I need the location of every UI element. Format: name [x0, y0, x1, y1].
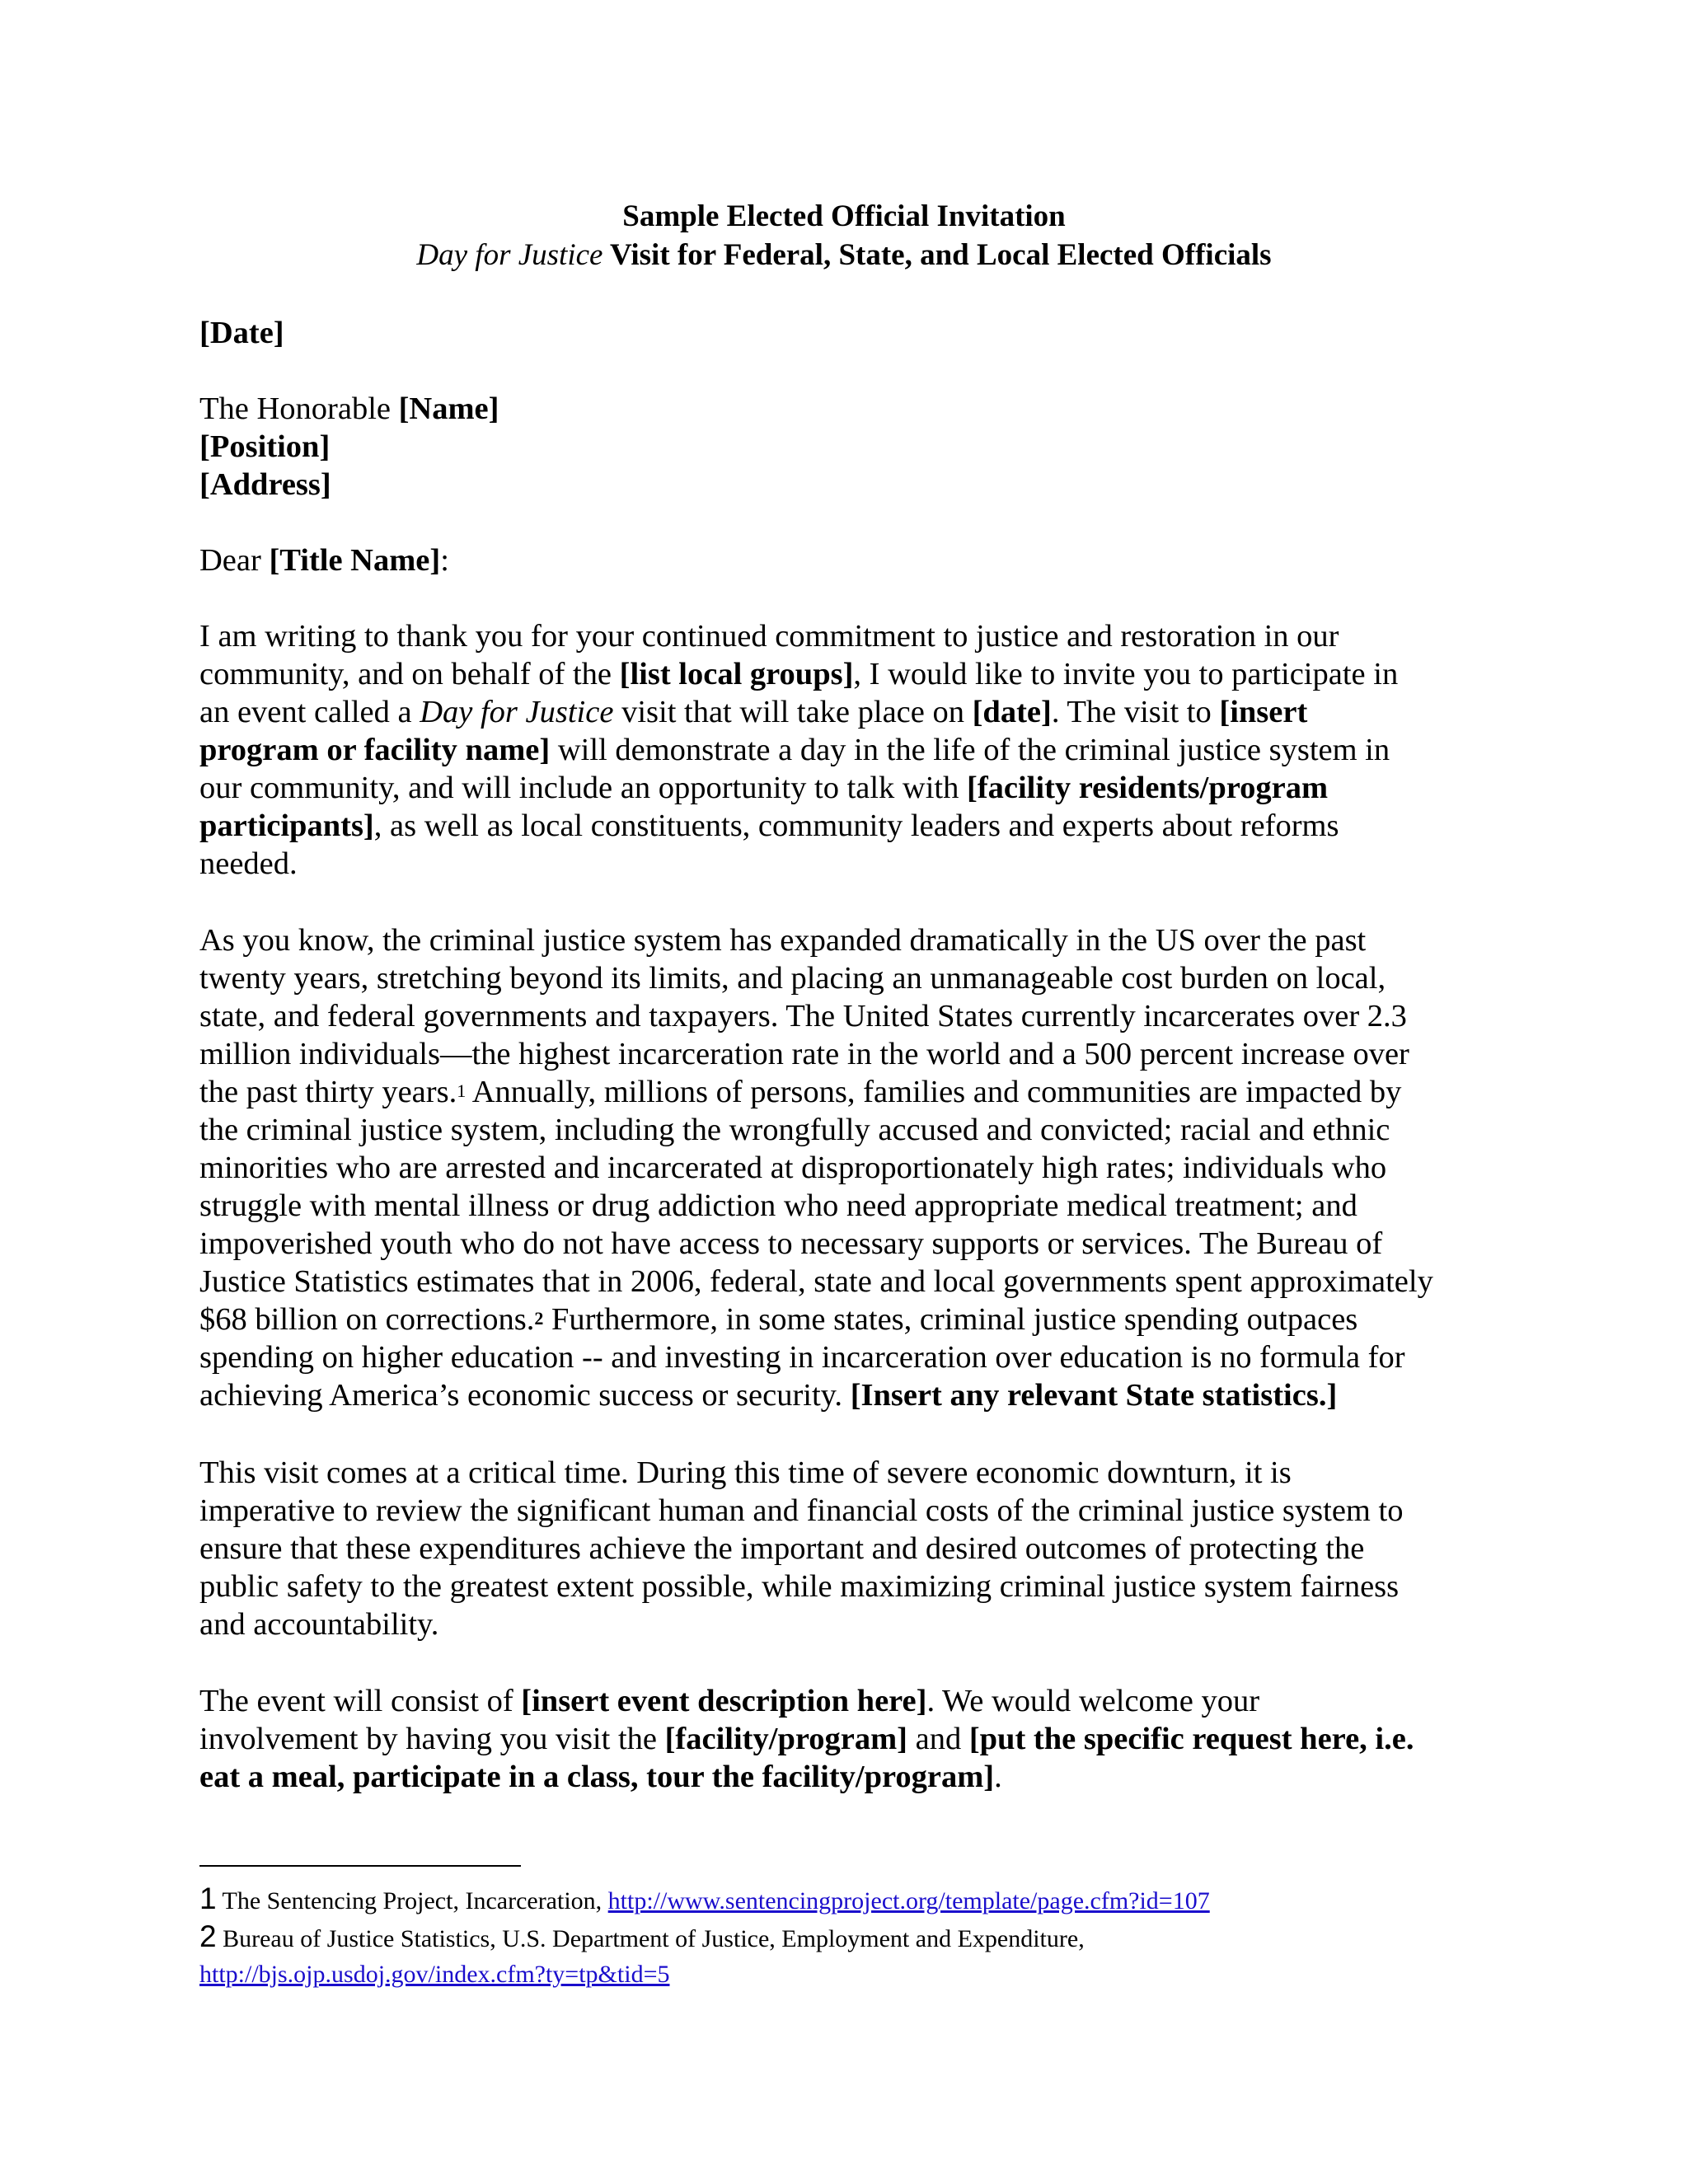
- text-line: imperative to review the significant human and financial costs of the criminal justice system to: [199, 1493, 1404, 1528]
- text-line: As you know, the criminal justice system has expanded dramatically in the US over the past: [199, 923, 1367, 958]
- footnote-2: [199, 1918, 1502, 1956]
- text-line: an event called a Day for Justice visit that will take place on [date]. The visit to [insert: [199, 695, 1308, 729]
- text-line: impoverished youth who do not have access to necessary supports or services. The Bureau of: [199, 1226, 1383, 1261]
- paragraph-2: [199, 921, 1502, 1414]
- text-line: The event will consist of [insert event description here]. We would welcome your: [199, 1684, 1260, 1718]
- text-line: community, and on behalf of the [list local groups], I would like to invite you to participate in: [199, 657, 1399, 691]
- subtitle-rest: Visit for Federal, State, and Local Elected Officials: [603, 238, 1272, 272]
- text-line: ensure that these expenditures achieve the important and desired outcomes of protecting the: [199, 1531, 1365, 1566]
- salutation-prefix: Dear: [199, 543, 270, 578]
- subtitle-italic: Day for Justice: [416, 238, 603, 272]
- text-line: public safety to the greatest extent possible, while maximizing criminal justice system fairness: [199, 1569, 1400, 1604]
- text-line: state, and federal governments and taxpayers. The United States currently incarcerates over 2.3: [199, 999, 1407, 1033]
- text-line: achieving America’s economic success or security. [Insert any relevant State statistics.]: [199, 1378, 1338, 1413]
- text-line: minorities who are arrested and incarcerated at disproportionately high rates; individuals who: [199, 1151, 1387, 1185]
- text-line: the criminal justice system, including the wrongfully accused and convicted; racial and ethnic: [199, 1113, 1390, 1147]
- footnote-number: 1: [199, 1882, 217, 1915]
- footnotes: [199, 1880, 1502, 1994]
- text-line: needed.: [199, 846, 298, 881]
- footnote-ref-1[interactable]: 1: [457, 1080, 467, 1101]
- recipient-name: [Name]: [398, 391, 499, 426]
- salutation: [199, 541, 1502, 579]
- paragraph-4: [199, 1682, 1502, 1796]
- text-line: struggle with mental illness or drug addiction who need appropriate medical treatment; and: [199, 1188, 1357, 1223]
- address-prefix: The Honorable: [199, 391, 399, 426]
- document-title: Sample Elected Official Invitation: [622, 199, 1066, 233]
- date-placeholder: [Date]: [199, 316, 284, 350]
- text-line: I am writing to thank you for your continued commitment to justice and restoration in our: [199, 619, 1339, 654]
- text-line: $68 billion on corrections.$^2$ Furthermore, in some states, criminal justice spending outpaces: [199, 1302, 1358, 1337]
- recipient-position: [Position]: [199, 429, 331, 464]
- footnote-1: [199, 1880, 1502, 1918]
- footnote-separator: [199, 1865, 521, 1867]
- text-line: million individuals—the highest incarceration rate in the world and a 500 percent increase over: [199, 1037, 1409, 1071]
- date-line: [199, 314, 1502, 352]
- text-line: our community, and will include an opportunity to talk with [facility residents/program: [199, 771, 1329, 805]
- footnote-text: Bureau of Justice Statistics, U.S. Department of Justice, Employment and Expenditure,: [216, 1925, 1085, 1952]
- text-line: involvement by having you visit the [facility/program] and [put the specific request here, i.e.: [199, 1722, 1414, 1756]
- salutation-name: [Title Name]: [269, 543, 441, 578]
- document-subtitle: [0, 237, 1688, 274]
- recipient-address: [199, 390, 1502, 504]
- text-line: eat a meal, participate in a class, tour the facility/program].: [199, 1760, 1002, 1794]
- paragraph-3: [199, 1454, 1502, 1643]
- footnote-ref-2[interactable]: 2: [534, 1308, 544, 1329]
- paragraph-1: [199, 617, 1502, 883]
- text-line: and accountability.: [199, 1607, 439, 1642]
- footnote-text: The Sentencing Project, Incarceration,: [216, 1887, 608, 1915]
- text-line: participants], as well as local constituents, community leaders and experts about reforms: [199, 808, 1339, 843]
- text-line: Justice Statistics estimates that in 2006, federal, state and local governments spent approximately: [199, 1264, 1433, 1299]
- footnote-number: 2: [199, 1919, 217, 1953]
- text-line: the past thirty years.$^1$ Annually, millions of persons, families and communities are impacted by: [199, 1075, 1402, 1109]
- text-line: program or facility name] will demonstrate a day in the life of the criminal justice system in: [199, 733, 1390, 767]
- footnote-2-link-line: [199, 1956, 1502, 1994]
- recipient-address-line: [Address]: [199, 467, 331, 502]
- footnote-link[interactable]: http://bjs.ojp.usdoj.gov/index.cfm?ty=tp&tid=5: [199, 1961, 670, 1988]
- footnote-link[interactable]: http://www.sentencingproject.org/template/page.cfm?id=107: [607, 1887, 1210, 1915]
- text-line: This visit comes at a critical time. During this time of severe economic downturn, it is: [199, 1455, 1292, 1490]
- text-line: spending on higher education -- and investing in incarceration over education is no formula for: [199, 1340, 1405, 1375]
- salutation-suffix: :: [440, 543, 449, 578]
- text-line: twenty years, stretching beyond its limits, and placing an unmanageable cost burden on local,: [199, 961, 1386, 996]
